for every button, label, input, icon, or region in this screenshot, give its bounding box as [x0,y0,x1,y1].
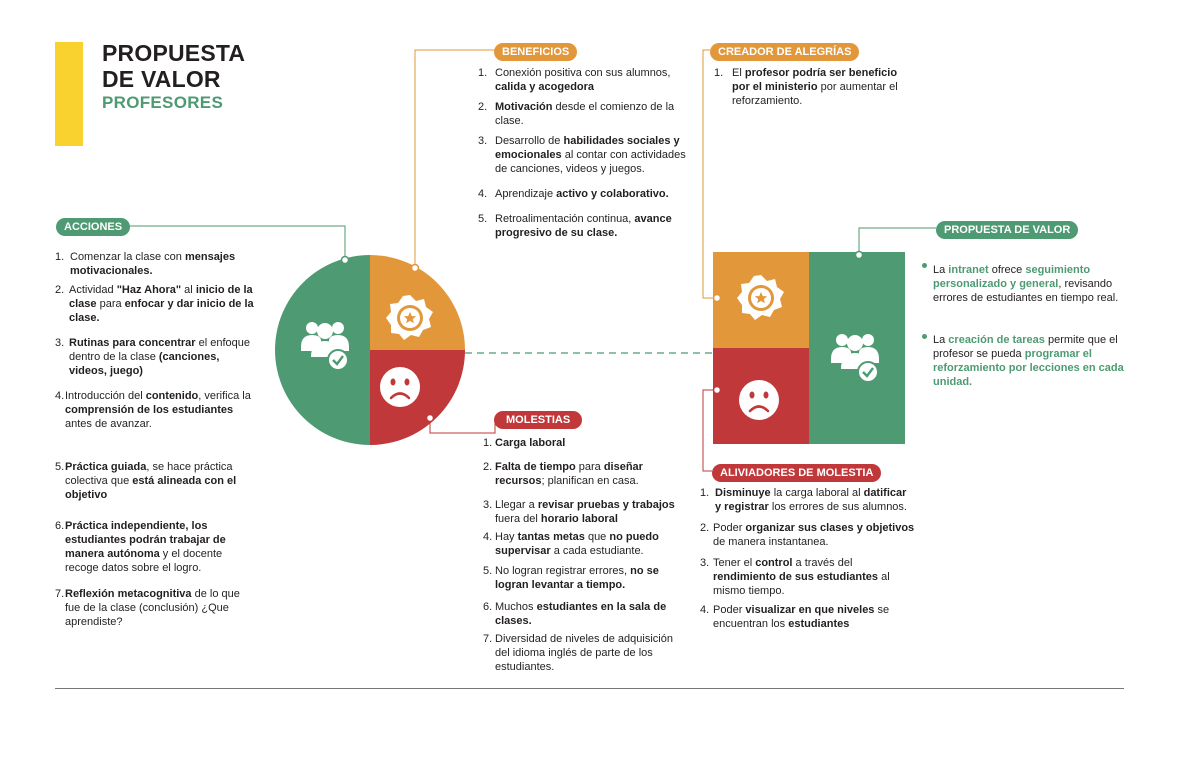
molestias-item: 5. No logran registrar errores, no se logran levantar a tiempo. [483,565,659,591]
aliviadores-item: 4. Poder visualizar en que niveles se encuentran los estudiantes [700,604,890,630]
propuesta-label: PROPUESTA DE VALOR [936,221,1078,239]
acciones-item: 3. Rutinas para concentrar el enfoque dentro de la clase (canciones, videos, juego) [55,337,250,377]
title-line-2: DE VALOR [102,66,221,92]
propuesta-item: La intranet ofrece seguimiento personalizado y general, revisando errores de estudiantes en tiempo real. [933,264,1119,304]
molestias-label: MOLESTIAS [494,411,582,429]
aliviadores-connector-dot [714,387,721,394]
beneficios-item: 1. Conexión positiva con sus alumnos, calida y acogedora [478,67,671,93]
propuesta-item: La creación de tareas permite que el profesor se pueda programar el reforzamiento por lecciones en cada unidad. [933,334,1124,388]
acciones-item: 7. Reflexión metacognitiva de lo que fue de la clase (conclusión) ¿Que aprendiste? [55,588,240,628]
acciones-item: 2. Actividad "Haz Ahora" al inicio de la clase para enfocar y dar inicio de la clase. [55,284,254,324]
propuesta-bullet [922,263,927,268]
creador-item: 1. El profesor podría ser beneficio por el ministerio por aumentar el reforzamiento. [714,67,898,107]
acciones-connector-dot [342,257,349,264]
acciones-item: 5. Práctica guiada, se hace práctica colectiva que está alineada con el objetivo [55,461,237,501]
acciones-item: 4. Introducción del contenido, verifica la comprensión de los estudiantes antes de avanzar. [55,390,251,430]
beneficios-item: 2. Motivación desde el comienzo de la clase. [478,101,675,127]
molestias-item: 7. Diversidad de niveles de adquisición del idioma inglés de parte de los estudiantes. [483,633,673,673]
molestias-item: 6. Muchos estudiantes en la sala de clases. [483,601,667,627]
beneficios-item: 4. Aprendizaje activo y colaborativo. [478,188,669,200]
acciones-label: ACCIONES [56,218,130,236]
title-accent-bar [55,42,83,146]
page-subtitle: PROFESORES [102,93,224,112]
sad-face-icon [380,367,420,407]
beneficios-item: 5. Retroalimentación continua, avance progresivo de su clase. [478,213,672,239]
beneficios-connector-dot [412,265,419,272]
aliviadores-item: 1. Disminuye la carga laboral al datificar y registrar los errores de sus alumnos. [700,487,907,513]
beneficios-label: BENEFICIOS [494,43,577,61]
sad-face-icon [739,380,779,420]
molestias-item: 3. Llegar a revisar pruebas y trabajos fuera del horario laboral [483,499,675,525]
propuesta-connector [859,228,936,255]
aliviadores-item: 3. Tener el control a través del rendimiento de sus estudiantes al mismo tiempo. [700,557,890,597]
page-title [102,40,245,92]
molestias-connector-dot [427,415,434,422]
propuesta-bullet [922,334,927,339]
molestias-item: 4. Hay tantas metas que no puedo supervisar a cada estudiante. [483,531,659,557]
acciones-item: 1. Comenzar la clase con mensajes motivacionales. [55,251,236,277]
acciones-item: 6. Práctica independiente, los estudiantes podrán trabajar de manera autónoma y el docente recoge datos sobre el logro. [55,520,226,574]
value-map-square [713,252,905,444]
aliviadores-item: 2. Poder organizar sus clases y objetivos de manera instantanea. [700,522,915,548]
creador-connector-dot [714,295,721,302]
bottom-divider [55,688,1124,689]
aliviadores-label: ALIVIADORES DE MOLESTIA [712,464,881,482]
creador-label: CREADOR DE ALEGRÍAS [710,43,859,61]
molestias-item: 2. Falta de tiempo para diseñar recursos; planifican en casa. [483,461,643,487]
title-line-1: PROPUESTA [102,40,246,66]
molestias-connector [430,418,495,433]
beneficios-item: 3. Desarrollo de habilidades sociales y emocionales al contar con actividades de canciones, videos y juegos. [478,135,686,175]
propuesta-connector-dot [856,252,863,259]
molestias-item: 1. Carga laboral [483,437,566,449]
